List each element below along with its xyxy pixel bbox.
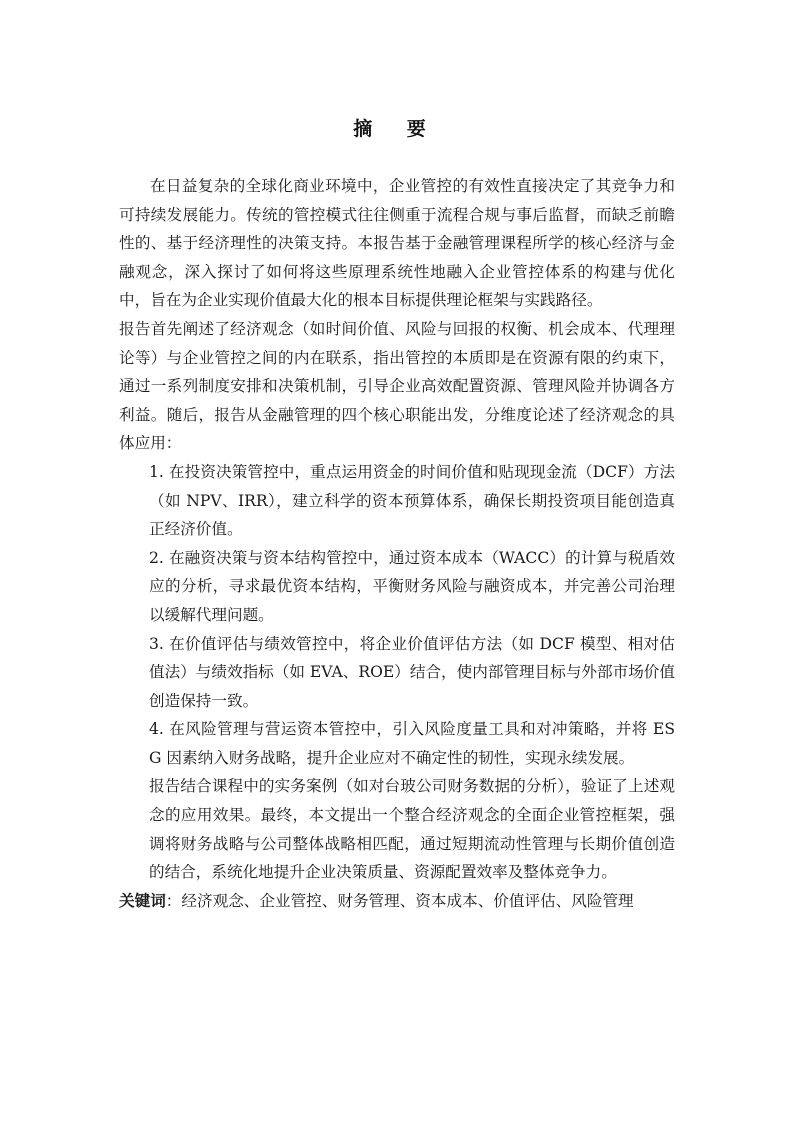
list-item-investment: 1. 在投资决策管控中，重点运用资金的时间价值和贴现现金流（DCF）方法（如 NPV、IRR），建立科学的资本预算体系，确保长期投资项目能创造真正经济价值。 xyxy=(149,462,675,539)
intro-paragraph: 在日益复杂的全球化商业环境中，企业管控的有效性直接决定了其竞争力和可持续发展能力。传统的管控模式往往侧重于流程合规与事后监督，而缺乏前瞻性的、基于经济理性的决策支持。本报告基于金融管理课程所学的核心经济与金融观念，深入探讨了如何将这些原理系统性地融入企业管控体系的构建与优化中，旨在为企业实现价值最大化的根本目标提供理论框架与实践路径。 xyxy=(119,177,675,310)
list-item-valuation: 3. 在价值评估与绩效管控中，将企业价值评估方法（如 DCF 模型、相对估值法）与绩效指标（如 EVA、ROE）结合，使内部管理目标与外部市场价值创造保持一致。 xyxy=(149,634,675,710)
overview-paragraph: 报告首先阐述了经济观念（如时间价值、风险与回报的权衡、机会成本、代理理论等）与企业管控之间的内在联系，指出管控的本质即是在资源有限的约束下，通过一系列制度安排和决策机制，引导企业高效配置资源、管理风险并协调各方利益。随后，报告从金融管理的四个核心职能出发，分维度论述了经济观念的具体应用： xyxy=(119,319,675,453)
abstract-body xyxy=(119,172,675,915)
keywords-line xyxy=(119,887,675,916)
list-item-risk: 4. 在风险管理与营运资本管控中，引入风险度量工具和对冲策略，并将 ESG 因素纳入财务战略，提升企业应对不确定性的韧性，实现永续发展。 xyxy=(149,720,675,767)
conclusion-paragraph: 报告结合课程中的实务案例（如对台玻公司财务数据的分析），验证了上述观念的应用效果。最终，本文提出一个整合经济观念的全面企业管控框架，强调将财务战略与公司整体战略相匹配，通过短期流动性管理与长期价值创造的结合，系统化地提升企业决策质量、资源配置效率及整体竞争力。 xyxy=(149,777,675,882)
keywords-value: 经济观念、企业管控、财务管理、资本成本、价值评估、风险管理 xyxy=(181,891,634,910)
abstract-title: 摘 要 xyxy=(353,118,440,140)
list-item-financing: 2. 在融资决策与资本结构管控中，通过资本成本（WACC）的计算与税盾效应的分析，寻求最优资本结构，平衡财务风险与融资成本，并完善公司治理以缓解代理问题。 xyxy=(149,548,675,624)
keywords-label: 关键词 xyxy=(119,891,166,910)
keywords-separator: ： xyxy=(165,891,182,910)
